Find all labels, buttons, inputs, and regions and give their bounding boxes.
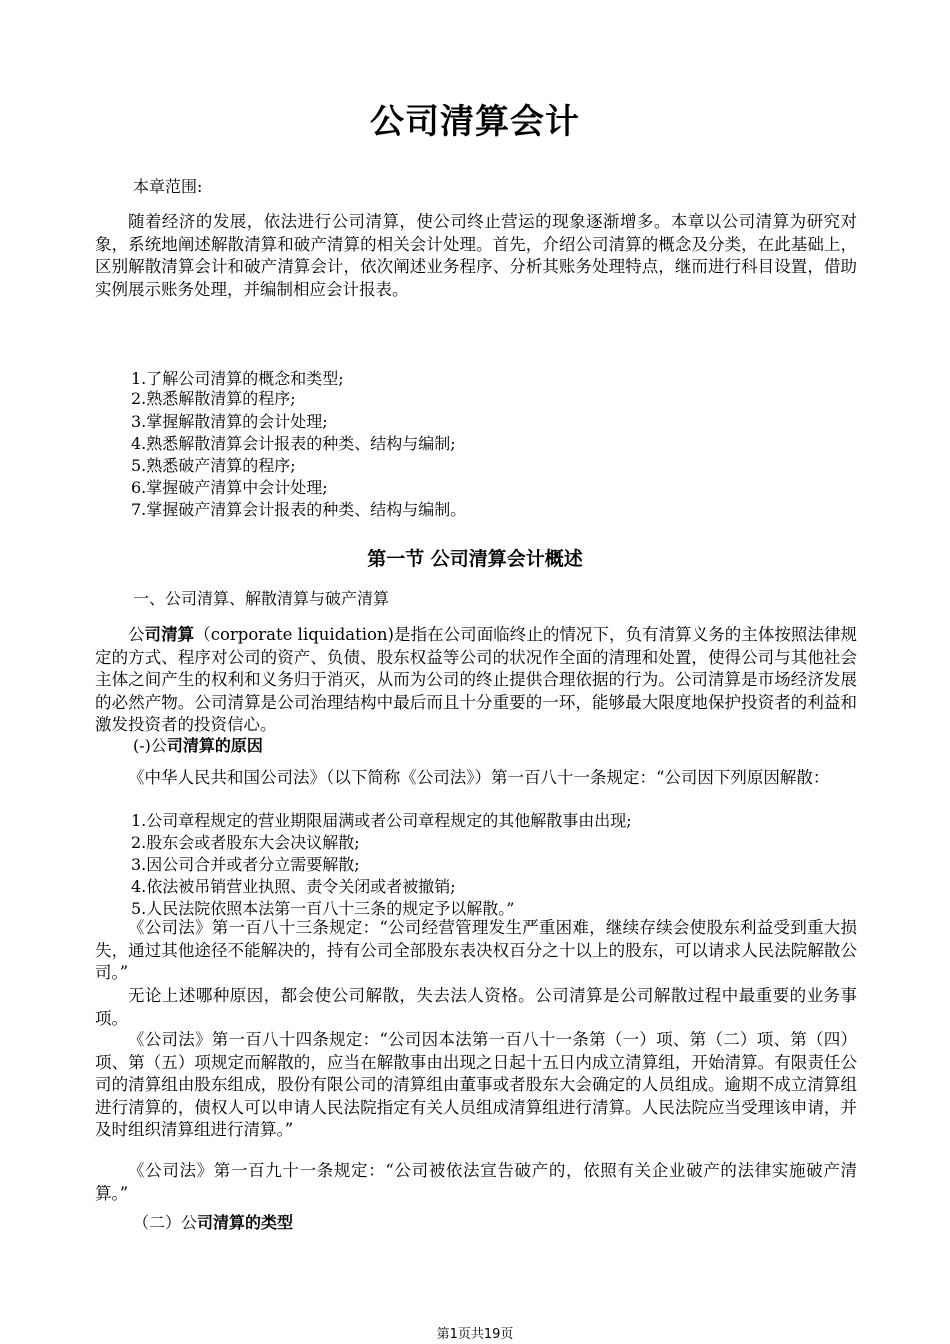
reason-item: 1.公司章程规定的营业期限届满或者公司章程规定的其他解散事由出现; xyxy=(131,811,632,830)
reason-heading xyxy=(133,736,263,756)
objective-item: 7.掌握破产清算会计报表的种类、结构与编制。 xyxy=(131,500,467,519)
definition-prefix: 公 xyxy=(128,625,145,644)
scope-label: 本章范围: xyxy=(133,177,203,196)
objective-item: 2.熟悉解散清算的程序; xyxy=(131,389,296,408)
intro-paragraph: 随着经济的发展，依法进行公司清算，使公司终止营运的现象逐渐增多。本章以公司清算为研究对象，系统地阐述解散清算和破产清算的相关会计处理。首先，介绍公司清算的概念及分类，在此基础上，区别解散清算会计和破产清算会计，依次阐述业务程序、分析其账务处理特点，继而进行科目设置，借助实例展示账务处理，并编制相应会计报表。 xyxy=(95,212,857,299)
reason-heading-prefix: (-)公 xyxy=(133,736,167,755)
conclusion-paragraph: 无论上述哪种原因，都会使公司解散，失去法人资格。公司清算是公司解散过程中最重要的业务事项。 xyxy=(95,986,857,1028)
reason-item: 2.股东会或者股东大会决议解散; xyxy=(131,833,360,852)
page-title: 公司清算会计 xyxy=(370,102,580,142)
definition-term: 司清算 xyxy=(144,625,195,644)
objective-item: 5.熟悉破产清算的程序; xyxy=(131,456,296,475)
objective-item: 4.熟悉解散清算会计报表的种类、结构与编制; xyxy=(131,434,456,453)
objective-item: 3.掌握解散清算的会计处理; xyxy=(131,412,328,431)
article-184-paragraph: 《公司法》第一百八十四条规定：“公司因本法第一百八十一条第（一）项、第（二）项、第（四）项、第（五）项规定而解散的，应当在解散事由出现之日起十五日内成立清算组，开始清算。有限责任公司的清算组由股东组成，股份有限公司的清算组由董事或者股东大会确定的人员组成。逾期不成立清算组进行清算的，债权人可以申请人民法院指定有关人员组成清算组进行清算。人民法院应当受理该申请，并及时组织清算组进行清算。” xyxy=(95,1030,857,1139)
definition-paragraph xyxy=(95,624,857,737)
types-heading xyxy=(133,1213,293,1233)
reason-item: 5.人民法院依照本法第一百八十三条的规定予以解散。” xyxy=(131,899,515,918)
article-183-paragraph: 《公司法》第一百八十三条规定：“公司经营管理发生严重困难，继续存续会使股东利益受到重大损失，通过其他途径不能解决的，持有公司全部股东表决权百分之十以上的股东，可以请求人民法院解散公司。” xyxy=(95,918,857,982)
article-191-paragraph: 《公司法》第一百九十一条规定：“公司被依法宣告破产的，依照有关企业破产的法律实施破产清算。” xyxy=(95,1161,857,1203)
types-heading-prefix: （二）公 xyxy=(133,1213,198,1232)
page-footer: 第1页共19页 xyxy=(436,1327,514,1342)
subsection-heading: 一、公司清算、解散清算与破产清算 xyxy=(133,589,390,608)
objective-item: 6.掌握破产清算中会计处理; xyxy=(131,478,328,497)
objective-item: 1.了解公司清算的概念和类型; xyxy=(131,369,344,388)
law-intro-paragraph: 《中华人民共和国公司法》（以下简称《公司法》）第一百八十一条规定：“公司因下列原因解散： xyxy=(128,768,830,787)
reason-item: 3.因公司合并或者分立需要解散; xyxy=(131,855,360,874)
definition-text: （corporate liquidation)是指在公司面临终止的情况下，负有清算义务的主体按照法律规定的方式、程序对公司的资产、负债、股东权益等公司的状况作全面的清理和处置，使得公司与其他社会主体之间产生的权利和义务归于消灭，从而为公司的终止提供合理依据的行为。公司清算是市场经济发展的必然产物。公司清算是公司治理结构中最后而且十分重要的一环，能够最大限度地保护投资者的利益和激发投资者的投资信心。 xyxy=(95,625,858,734)
section-heading: 第一节 公司清算会计概述 xyxy=(367,548,583,570)
reason-heading-title: 司清算的原因 xyxy=(166,736,263,755)
types-heading-title: 司清算的类型 xyxy=(197,1213,294,1232)
reason-item: 4.依法被吊销营业执照、责令关闭或者被撤销; xyxy=(131,877,456,896)
